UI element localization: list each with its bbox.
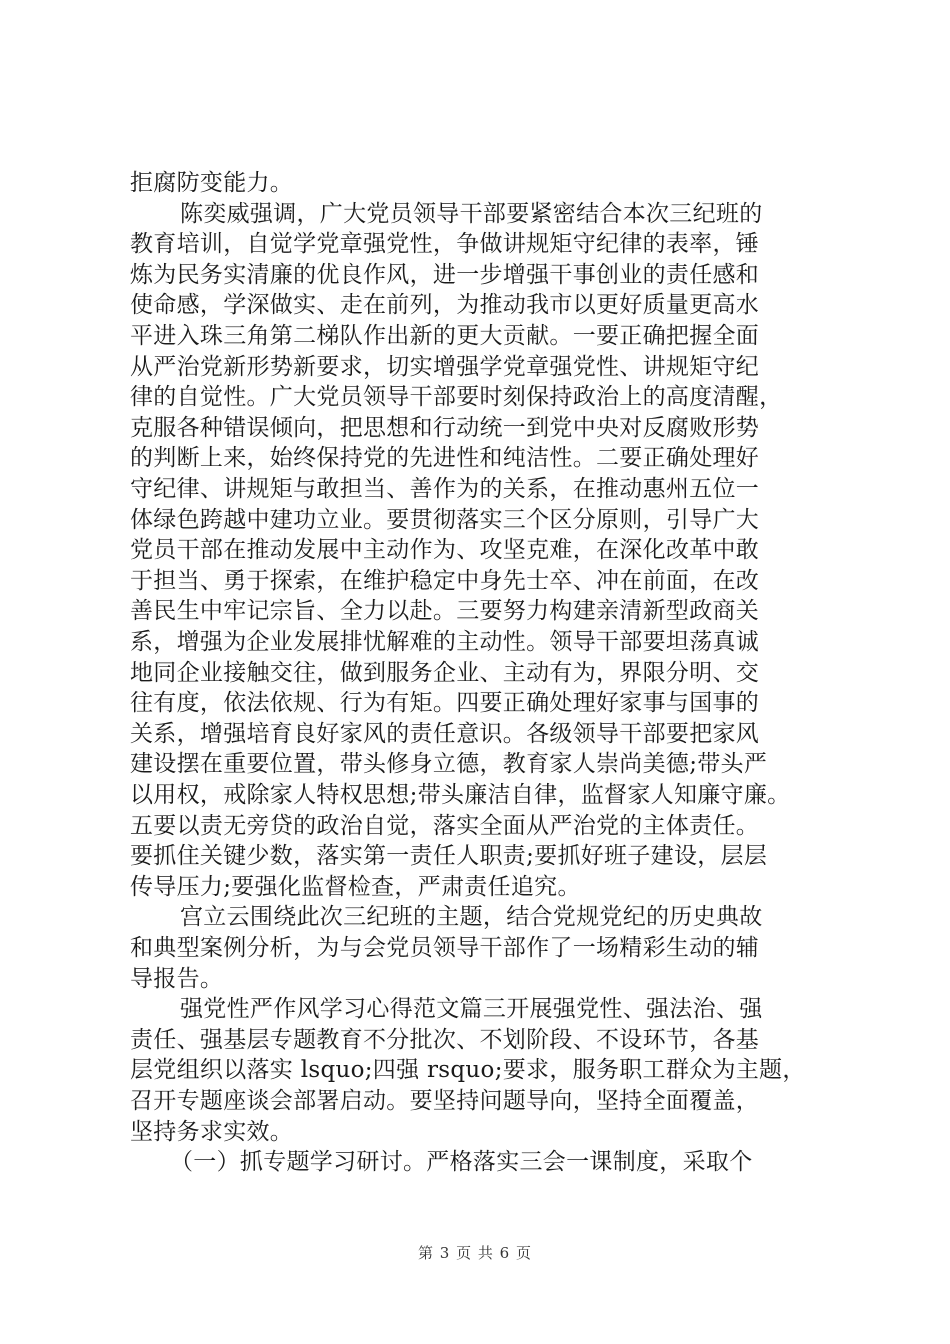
text-line: 传导压力;要强化监督检查，严肃责任追究。 — [130, 873, 581, 900]
text-line: （一）抓专题学习研讨。严格落实三会一课制度，采取个 — [170, 1149, 753, 1176]
text-line: 坚持务求实效。 — [130, 1118, 294, 1145]
text-line: 使命感，学深做实、走在前列，为推动我市以更好质量更高水 — [130, 292, 760, 319]
text-line: 教育培训，自觉学党章强党性，争做讲规矩守纪律的表率，锤 — [130, 231, 760, 258]
text-line: 五要以责无旁贷的政治自觉，落实全面从严治党的主体责任。 — [130, 812, 760, 839]
text-line: 克服各种错误倾向，把思想和行动统一到党中央对反腐败形势 — [130, 414, 760, 441]
text-line: 要抓住关键少数，落实第一责任人职责;要抓好班子建设，层层 — [130, 843, 768, 870]
text-line: 往有度，依法依规、行为有矩。四要正确处理好家事与国事的 — [130, 690, 760, 717]
text-line: 强党性严作风学习心得范文篇三开展强党性、强法治、强 — [180, 996, 763, 1023]
text-line: 律的自觉性。广大党员领导干部要时刻保持政治上的高度清醒， — [130, 384, 783, 411]
text-line: 导报告。 — [130, 965, 224, 992]
text-line: 善民生中牢记宗旨、全力以赴。三要努力构建亲清新型政商关 — [130, 598, 760, 625]
text-line: 层党组织以落实 lsquo;四强 rsquo;要求，服务职工群众为主题， — [130, 1057, 806, 1084]
text-line: 宫立云围绕此次三纪班的主题，结合党规党纪的历史典故 — [180, 904, 763, 931]
text-line: 于担当、勇于探索，在维护稳定中身先士卒、冲在前面，在改 — [130, 567, 760, 594]
page-number-footer: 第 3 页 共 6 页 — [418, 1244, 532, 1262]
text-line: 和典型案例分析，为与会党员领导干部作了一场精彩生动的辅 — [130, 935, 760, 961]
text-line: 系，增强为企业发展排忧解难的主动性。领导干部要坦荡真诚 — [130, 629, 760, 655]
text-line: 的判断上来，始终保持党的先进性和纯洁性。二要正确处理好 — [130, 445, 760, 472]
text-line: 守纪律、讲规矩与敢担当、善作为的关系，在推动惠州五位一 — [130, 476, 760, 502]
text-line: 以用权，戒除家人特权思想;带头廉洁自律，监督家人知廉守廉。 — [130, 782, 791, 808]
text-line: 体绿色跨越中建功立业。要贯彻落实三个区分原则，引导广大 — [130, 506, 760, 533]
text-line: 关系，增强培育良好家风的责任意识。各级领导干部要把家风 — [130, 720, 760, 747]
text-line: 拒腐防变能力。 — [130, 170, 294, 196]
text-line: 召开专题座谈会部署启动。要坚持问题导向，坚持全面覆盖， — [130, 1088, 760, 1114]
text-line: 责任、强基层专题教育不分批次、不划阶段、不设环节，各基 — [130, 1026, 760, 1053]
text-line: 建设摆在重要位置，带头修身立德，教育家人崇尚美德;带头严 — [130, 751, 768, 778]
text-line: 炼为民务实清廉的优良作风，进一步增强干事创业的责任感和 — [130, 261, 760, 288]
text-line: 党员干部在推动发展中主动作为、攻坚克难，在深化改革中敢 — [130, 537, 760, 564]
text-line: 从严治党新形势新要求，切实增强学党章强党性、讲规矩守纪 — [130, 353, 760, 380]
text-line: 平进入珠三角第二梯队作出新的更大贡献。一要正确把握全面 — [130, 323, 760, 349]
text-line: 陈奕威强调，广大党员领导干部要紧密结合本次三纪班的 — [180, 200, 763, 227]
text-line: 地同企业接触交往，做到服务企业、主动有为，界限分明、交 — [130, 659, 760, 686]
